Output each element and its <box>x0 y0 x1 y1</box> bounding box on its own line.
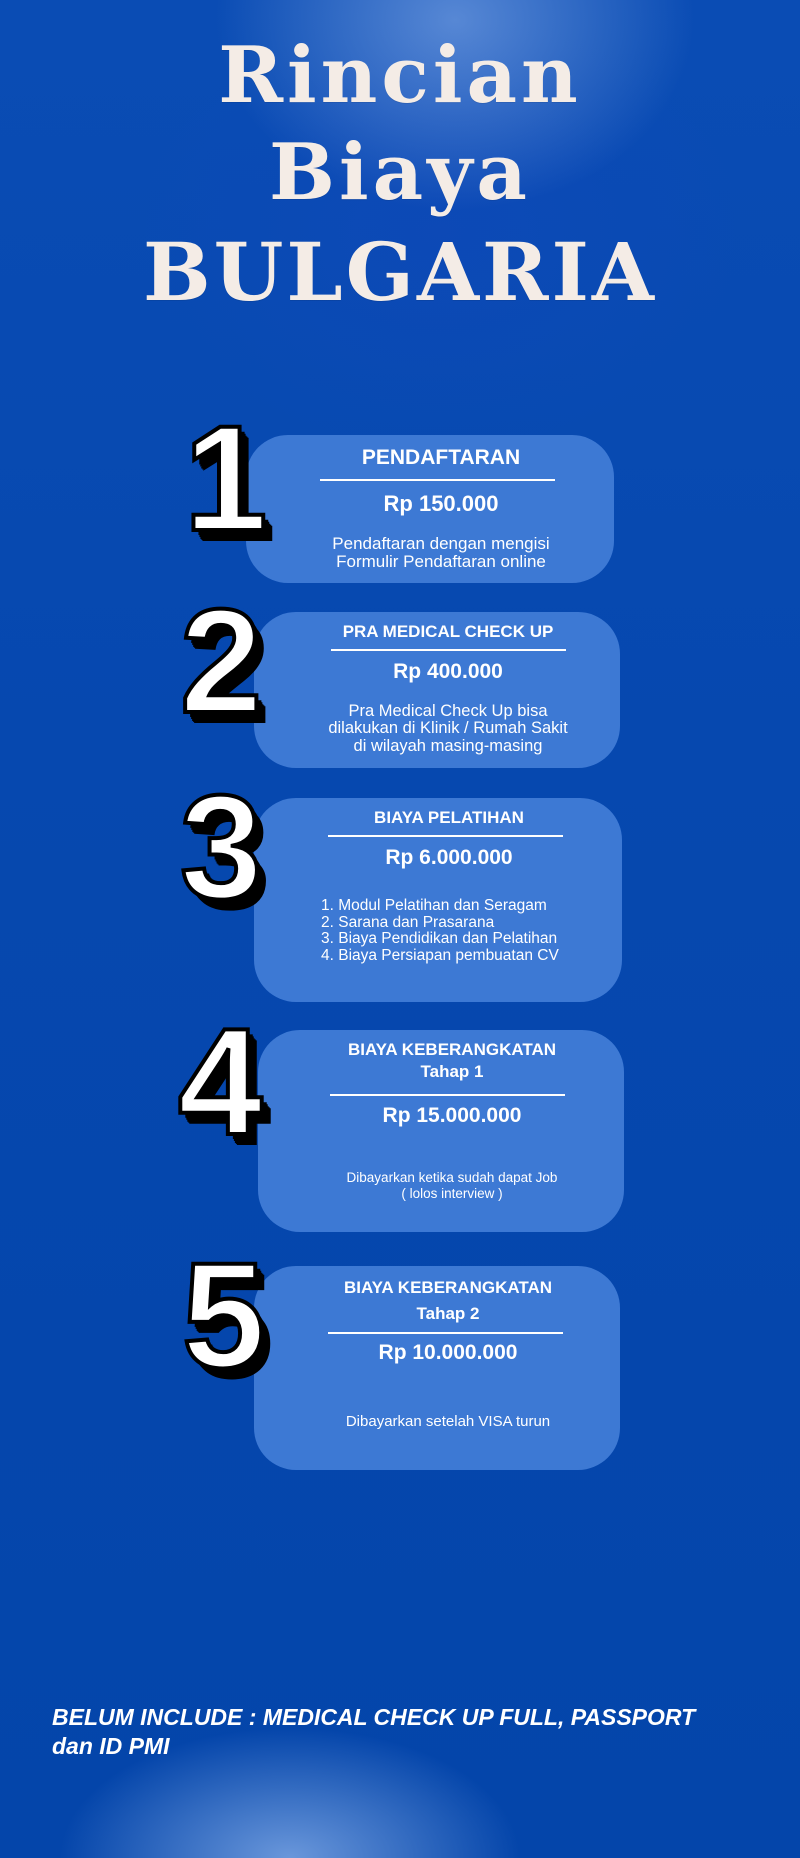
footnote-line-1: BELUM INCLUDE : MEDICAL CHECK UP FULL, PASSPORT <box>52 1704 696 1730</box>
step-4-divider <box>330 1094 565 1096</box>
step-4-heading-line: BIAYA KEBERANGKATAN <box>347 1040 557 1059</box>
step-2-description-line: dilakukan di Klinik / Rumah Sakit <box>328 719 568 738</box>
step-1-heading: PENDAFTARAN <box>361 446 521 469</box>
step-4-heading-line: Tahap 1 <box>420 1062 484 1081</box>
step-5-heading-line: BIAYA KEBERANGKATAN <box>343 1278 553 1297</box>
step-4-description-line: ( lolos interview ) <box>401 1186 503 1201</box>
footnote-line-2: dan ID PMI <box>52 1733 170 1759</box>
step-3-card <box>254 798 622 1002</box>
step-5-description-line: Dibayarkan setelah VISA turun <box>345 1413 551 1430</box>
step-5-price: Rp 10.000.000 <box>378 1341 518 1364</box>
step-1-description-line: Pendaftaran dengan mengisi <box>332 534 550 553</box>
step-3-number: 3 <box>180 765 263 930</box>
step-1-divider <box>320 479 555 481</box>
step-3-list-item: 4. Biaya Persiapan pembuatan CV <box>321 946 559 964</box>
step-1-number: 1 <box>184 394 268 562</box>
footnote <box>52 1703 772 1761</box>
step-1-description <box>246 535 614 571</box>
step-4-number: 4 <box>178 997 263 1167</box>
step-5-description <box>254 1414 620 1430</box>
step-2-card <box>254 612 620 768</box>
step-4-description <box>258 1170 624 1202</box>
title-line-3: BULGARIA <box>143 225 657 319</box>
step-1-price: Rp 150.000 <box>383 491 499 516</box>
step-5-card <box>254 1266 620 1470</box>
step-3-list-item: 1. Modul Pelatihan dan Seragam <box>321 897 547 914</box>
step-4-description-line: Dibayarkan ketika sudah dapat Job <box>346 1170 558 1185</box>
step-4-price: Rp 15.000.000 <box>382 1104 522 1127</box>
step-4-card <box>258 1030 624 1232</box>
step-1-description-line: Formulir Pendaftaran online <box>336 551 546 571</box>
step-2-number: 2 <box>180 579 263 744</box>
title-line-2: Biaya <box>269 127 531 218</box>
step-5-number: 5 <box>182 1231 266 1399</box>
step-3-divider <box>328 835 563 837</box>
step-3-price: Rp 6.000.000 <box>385 846 513 869</box>
step-5-heading <box>254 1275 620 1327</box>
step-4-heading <box>258 1039 624 1083</box>
step-3-heading: BIAYA PELATIHAN <box>374 808 524 827</box>
step-3-list-item: 3. Biaya Pendidikan dan Pelatihan <box>321 930 558 947</box>
step-2-description <box>254 703 620 755</box>
step-2-divider <box>331 649 566 651</box>
step-5-heading-line: Tahap 2 <box>416 1304 480 1323</box>
step-2-description-line: di wilayah masing-masing <box>353 736 543 755</box>
step-3-list-item: 2. Sarana dan Prasarana <box>321 913 495 931</box>
step-5-divider <box>328 1332 563 1334</box>
step-2-heading: PRA MEDICAL CHECK UP <box>342 622 554 641</box>
step-1-card <box>246 435 614 583</box>
step-3-list <box>321 898 611 964</box>
title-line-1: Rincian <box>218 30 582 121</box>
step-2-price: Rp 400.000 <box>393 660 503 683</box>
step-2-description-line: Pra Medical Check Up bisa <box>348 702 548 720</box>
